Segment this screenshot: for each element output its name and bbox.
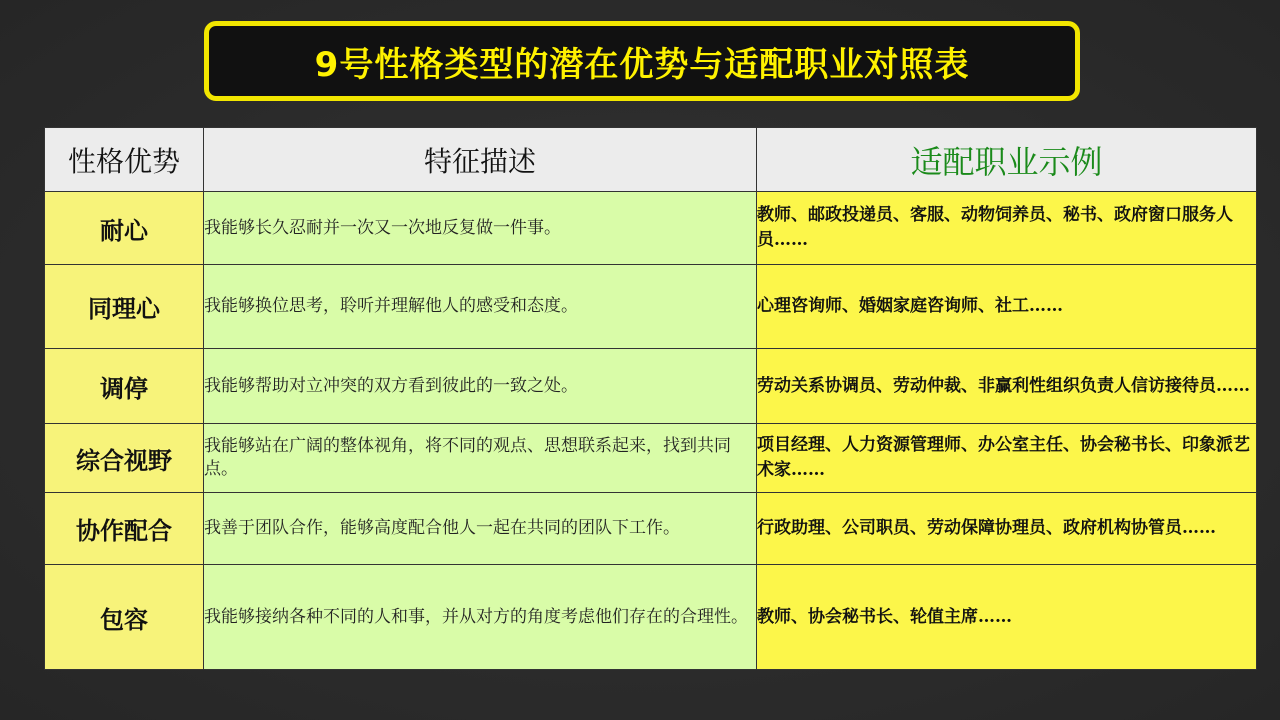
description-cell: 我善于团队合作，能够高度配合他人一起在共同的团队下工作。 [204, 493, 757, 565]
comparison-table [44, 127, 1257, 670]
table-row [45, 349, 1257, 424]
careers-cell: 心理咨询师、婚姻家庭咨询师、社工…… [757, 265, 1257, 349]
trait-cell: 包容 [45, 565, 204, 670]
table-row [45, 192, 1257, 265]
table-row [45, 565, 1257, 670]
header-trait: 性格优势 [45, 128, 204, 192]
description-cell: 我能够帮助对立冲突的双方看到彼此的一致之处。 [204, 349, 757, 424]
careers-cell: 行政助理、公司职员、劳动保障协理员、政府机构协管员…… [757, 493, 1257, 565]
trait-cell: 协作配合 [45, 493, 204, 565]
description-cell: 我能够换位思考，聆听并理解他人的感受和态度。 [204, 265, 757, 349]
careers-cell: 教师、邮政投递员、客服、动物饲养员、秘书、政府窗口服务人员…… [757, 192, 1257, 265]
table-row [45, 493, 1257, 565]
description-cell: 我能够长久忍耐并一次又一次地反复做一件事。 [204, 192, 757, 265]
careers-cell: 项目经理、人力资源管理师、办公室主任、协会秘书长、印象派艺术家…… [757, 424, 1257, 493]
trait-cell: 耐心 [45, 192, 204, 265]
page-title: 9号性格类型的潜在优势与适配职业对照表 [314, 44, 970, 85]
description-cell: 我能够接纳各种不同的人和事，并从对方的角度考虑他们存在的合理性。 [204, 565, 757, 670]
table-header-row [45, 128, 1257, 192]
header-description: 特征描述 [204, 128, 757, 192]
careers-cell: 教师、协会秘书长、轮值主席…… [757, 565, 1257, 670]
table-row [45, 265, 1257, 349]
description-cell: 我能够站在广阔的整体视角，将不同的观点、思想联系起来，找到共同点。 [204, 424, 757, 493]
trait-cell: 综合视野 [45, 424, 204, 493]
trait-cell: 调停 [45, 349, 204, 424]
trait-cell: 同理心 [45, 265, 204, 349]
title-banner [204, 21, 1080, 101]
careers-cell: 劳动关系协调员、劳动仲裁、非赢利性组织负责人信访接待员…… [757, 349, 1257, 424]
table-row [45, 424, 1257, 493]
header-careers: 适配职业示例 [757, 128, 1257, 192]
